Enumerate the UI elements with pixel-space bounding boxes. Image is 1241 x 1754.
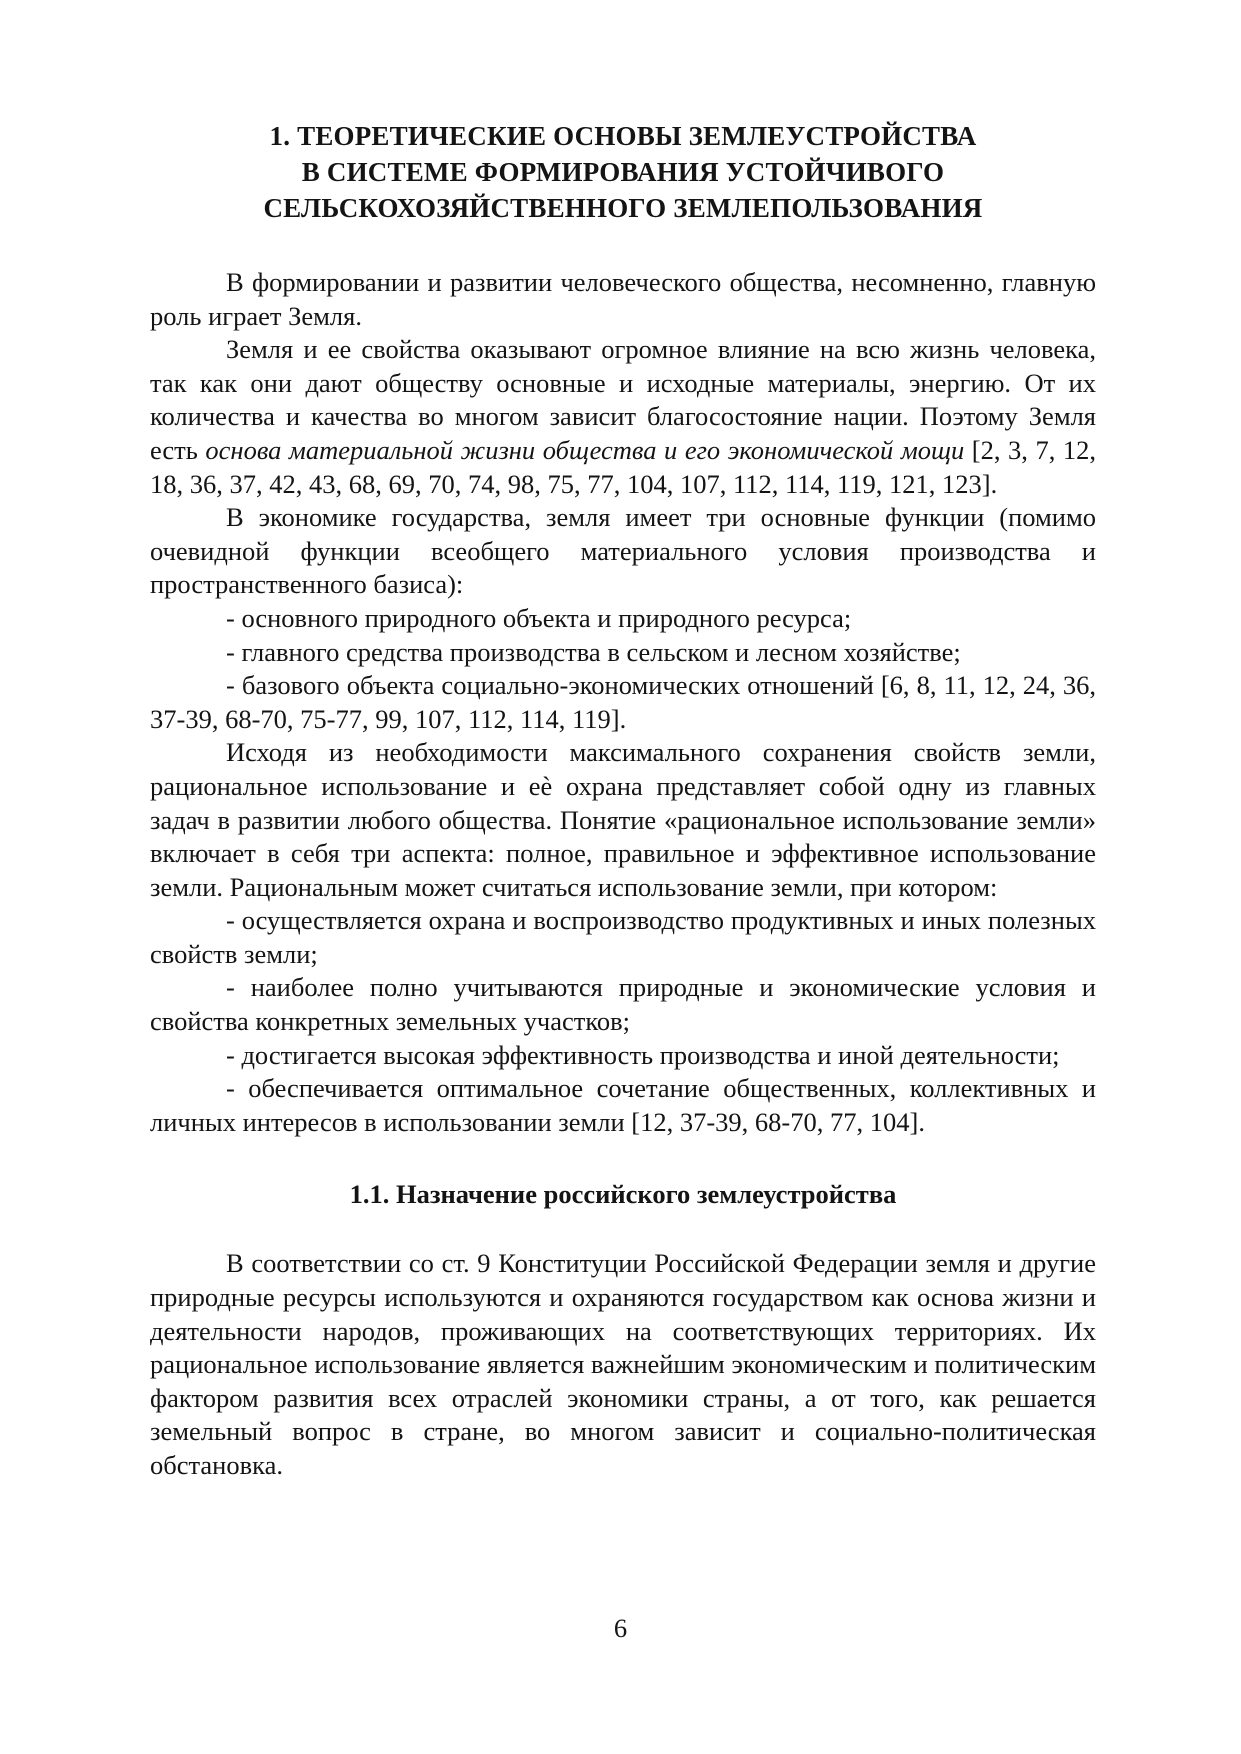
list-item: - главного средства производства в сельском и лесном хозяйстве; [226,636,961,667]
section-paragraph-1: В соответствии со ст. 9 Конституции Российской Федерации земля и другие природные ресурсы используются и охраняются государством как основа жизни и деятельности народов, проживающих на соответствующих территориях. Их рациональное использование является важнейшим экономическим и политическим фактором развития всех отраслей экономики страны, а от того, как решается земельный вопрос в стране, во многом зависит и социально-политическая обстановка. [150,1248,1096,1480]
chapter-title-line-2: В СИСТЕМЕ ФОРМИРОВАНИЯ УСТОЙЧИВОГО [301,157,945,187]
chapter-title [150,118,1096,226]
body-text [150,266,1096,1483]
list-item: - осуществляется охрана и воспроизводство продуктивных и иных полезных свойств земли; [150,905,1096,969]
list-item: - обеспечивается оптимальное сочетание общественных, коллективных и личных интересов в использовании земли [12, 37-39, 68-70, 77, 104]. [150,1073,1096,1137]
paragraph-3: В экономике государства, земля имеет три основные функции (помимо очевидной функции всеобщего материального условия производства и пространственного базиса): [150,502,1096,600]
document-page [150,118,1096,1483]
paragraph-2-end: [2, 3, 7, 12, 18, 36, 37, 42, 43, 68, 69, 70, 74, 98, 75, 77, 104, 107, 112, 114, 119, 121, 123]. [150,434,1097,499]
chapter-title-line-3: СЕЛЬСКОХОЗЯЙСТВЕННОГО ЗЕМЛЕПОЛЬЗОВАНИЯ [263,193,983,223]
page-number: 6 [613,1613,628,1643]
list-item: - наиболее полно учитываются природные и экономические условия и свойства конкретных земельных участков; [150,972,1096,1037]
paragraph-4: Исходя из необходимости максимального сохранения свойств земли, рациональное использование и еѐ охрана представляет собой одну из главных задач в развитии любого общества. Понятие «рациональное использование земли» включает в себя три аспекта: полное, правильное и эффективное использование земли. Рациональным может считаться использование земли, при котором: [150,737,1096,902]
paragraph-2-start: Земля и ее свойства оказывают огромное влияние на всю жизнь человека, так как они дают обществу основные и исходные материалы, энергию. От их количества и качества во многом зависит благосостояние нации. Поэтому Земля есть [150,334,1096,465]
paragraph-2 [150,333,1096,501]
list-item: - базового объекта социально-экономических отношений [6, 8, 11, 12, 24, 36, 37-39, 68-70, 75-77, 99, 107, 112, 114, 119]. [150,670,1096,734]
list-item: - достигается высокая эффективность производства и иной деятельности; [226,1039,1060,1070]
list-item: - основного природного объекта и природного ресурса; [226,602,852,633]
section-title: 1.1. Назначение российского землеустройства [349,1179,897,1210]
chapter-title-line-1: 1. ТЕОРЕТИЧЕСКИЕ ОСНОВЫ ЗЕМЛЕУСТРОЙСТВА [269,121,977,151]
paragraph-2-italic: основа материальной жизни общества и его экономической мощи [205,434,965,465]
paragraph-1: В формировании и развитии человеческого общества, несомненно, главную роль играет Земля. [150,267,1096,331]
